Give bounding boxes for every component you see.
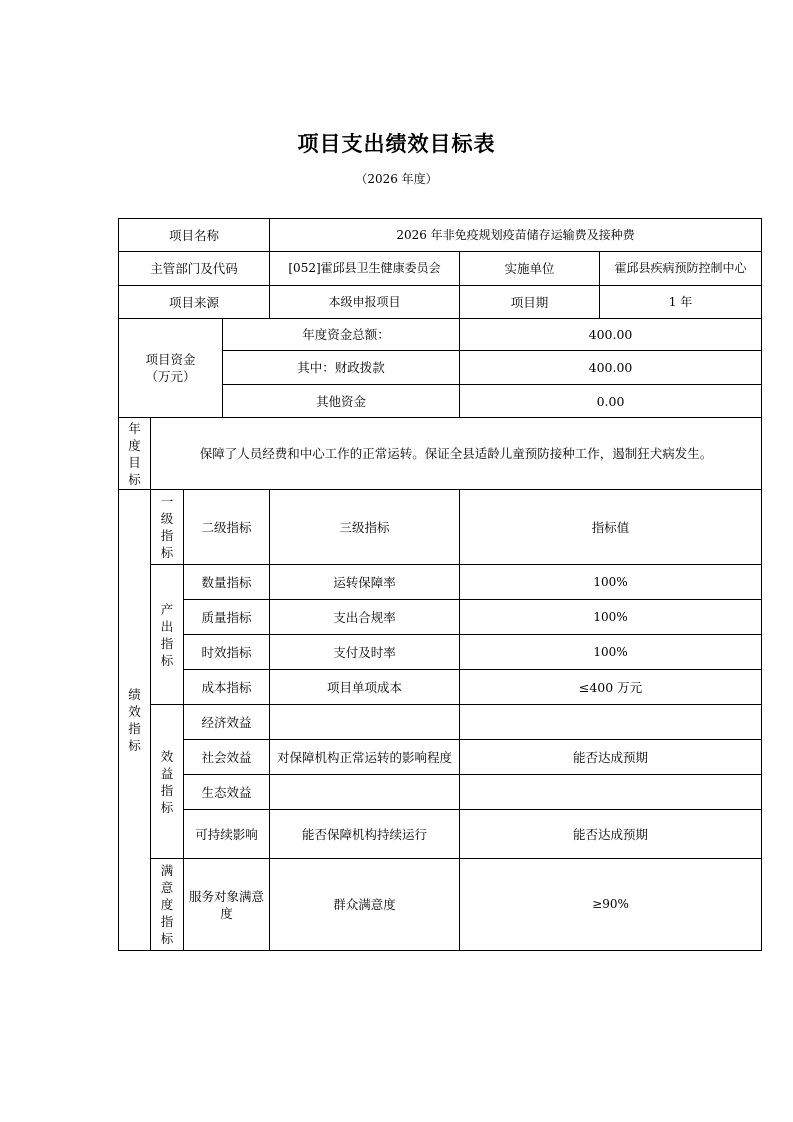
funds-total-value: 400.00: [460, 319, 762, 351]
impl-value: 霍邱县疾病预防控制中心: [600, 252, 762, 286]
level3-cell: 项目单项成本: [270, 670, 460, 705]
project-name-label: 项目名称: [119, 219, 270, 252]
output-indicator-label: 产出指标: [151, 565, 184, 705]
period-label: 项目期: [460, 286, 600, 319]
value-cell: ≥90%: [460, 859, 762, 951]
level3-cell: 群众满意度: [270, 859, 460, 951]
table-row: [119, 740, 762, 775]
header-level1: 一级指标: [151, 490, 184, 565]
table-row: [119, 600, 762, 635]
funds-other-value: 0.00: [460, 385, 762, 418]
indicator-header-row: [119, 490, 762, 565]
level3-cell: 支出合规率: [270, 600, 460, 635]
header-level2: 二级指标: [184, 490, 270, 565]
level2-cell: 可持续影响: [184, 810, 270, 859]
dept-label: 主管部门及代码: [119, 252, 270, 286]
source-value: 本级申报项目: [270, 286, 460, 319]
project-name-value: 2026 年非免疫规划疫苗储存运输费及接种费: [270, 219, 762, 252]
header-level3: 三级指标: [270, 490, 460, 565]
value-cell: 能否达成预期: [460, 740, 762, 775]
period-value: 1 年: [600, 286, 762, 319]
level3-cell: 对保障机构正常运转的影响程度: [270, 740, 460, 775]
level2-cell: 数量指标: [184, 565, 270, 600]
table-row: [119, 859, 762, 951]
department-row: [119, 252, 762, 286]
level3-cell: [270, 705, 460, 740]
level3-cell: 能否保障机构持续运行: [270, 810, 460, 859]
table-row: [119, 635, 762, 670]
level2-cell: 经济效益: [184, 705, 270, 740]
funds-total-row: [119, 319, 762, 351]
level3-cell: 支付及时率: [270, 635, 460, 670]
header-value: 指标值: [460, 490, 762, 565]
table-row: [119, 565, 762, 600]
benefit-indicator-label: 效益指标: [151, 705, 184, 859]
source-label: 项目来源: [119, 286, 270, 319]
impl-label: 实施单位: [460, 252, 600, 286]
value-cell: [460, 705, 762, 740]
value-cell: [460, 775, 762, 810]
level2-cell: 服务对象满意度: [184, 859, 270, 951]
funds-label: 项目资金（万元）: [119, 319, 223, 418]
annual-goal-text: 保障了人员经费和中心工作的正常运转。保证全县适龄儿童预防接种工作，遏制狂犬病发生。: [151, 418, 762, 490]
level2-cell: 质量指标: [184, 600, 270, 635]
funds-other-label: 其他资金: [223, 385, 460, 418]
funds-fiscal-label: 其中：财政拨款: [223, 351, 460, 385]
source-row: [119, 286, 762, 319]
annual-goal-label: 年度目标: [119, 418, 151, 490]
dept-value: [052]霍邱县卫生健康委员会: [270, 252, 460, 286]
annual-goal-row: [119, 418, 762, 490]
funds-fiscal-value: 400.00: [460, 351, 762, 385]
value-cell: ≤400 万元: [460, 670, 762, 705]
level2-cell: 成本指标: [184, 670, 270, 705]
indicator-section-label: 绩效指标: [119, 490, 151, 951]
fiscal-year: （2026 年度）: [355, 172, 438, 186]
project-name-row: [119, 219, 762, 252]
level2-cell: 时效指标: [184, 635, 270, 670]
satisfaction-indicator-label: 满意度指标: [151, 859, 184, 951]
level2-cell: 生态效益: [184, 775, 270, 810]
value-cell: 100%: [460, 635, 762, 670]
level2-cell: 社会效益: [184, 740, 270, 775]
level3-cell: [270, 775, 460, 810]
value-cell: 100%: [460, 600, 762, 635]
table-row: [119, 705, 762, 740]
page-title: 项目支出绩效目标表: [297, 132, 496, 156]
table-row: [119, 775, 762, 810]
performance-table: [118, 218, 762, 951]
table-row: [119, 810, 762, 859]
table-row: [119, 670, 762, 705]
funds-total-label: 年度资金总额：: [223, 319, 460, 351]
value-cell: 100%: [460, 565, 762, 600]
value-cell: 能否达成预期: [460, 810, 762, 859]
level3-cell: 运转保障率: [270, 565, 460, 600]
